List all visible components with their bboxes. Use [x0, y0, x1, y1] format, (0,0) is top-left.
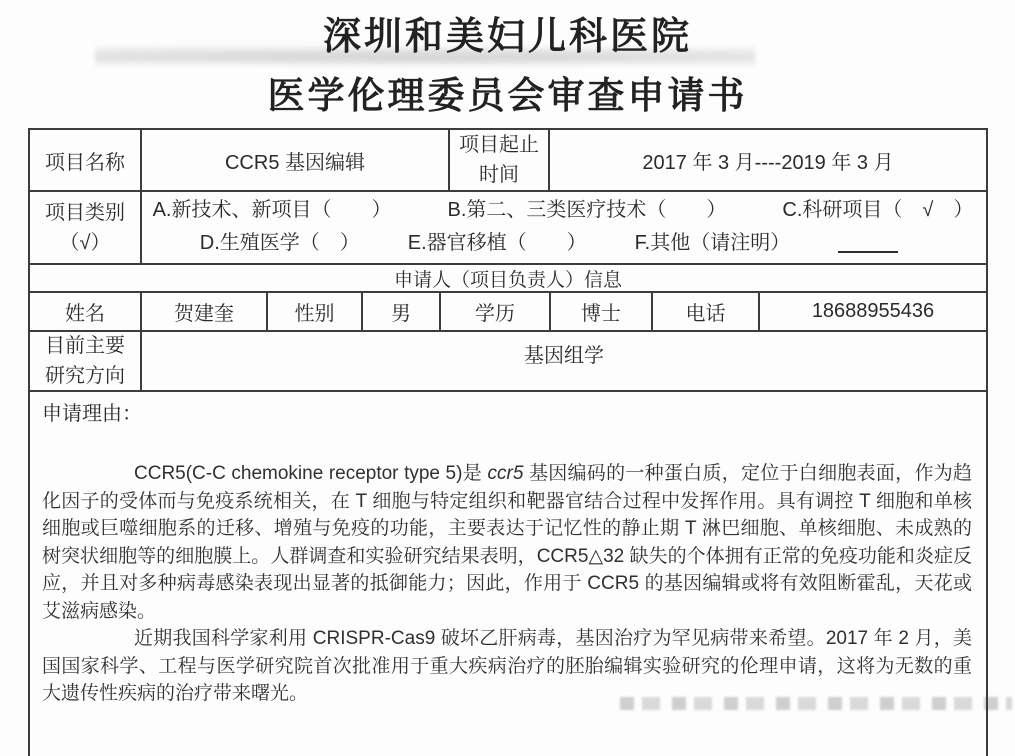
application-form-table	[28, 128, 988, 756]
project-period-value: 2017 年 3 月----2019 年 3 月	[642, 151, 894, 174]
phone-label: 电话	[653, 293, 760, 330]
project-period-label-text: 项目起止 时间	[459, 134, 539, 186]
category-label-text: 项目类别 （√）	[45, 198, 125, 258]
reason-paragraph-1: CCR5(C-C chemokine receptor type 5)是 ccr5 基因编码的一种蛋白质，定位于白细胞表面，作为趋化因子的受体而与免疫系统相关，在 T 细胞与特定组织和靶器官结合过程中发挥作用。具有调控 T 细胞和单核细胞或巨噬细胞系的迁移、增殖与免疫的功能，主要表达于记忆性的静止期 T 淋巴细胞、单核细胞、未成熟的树突状细胞等的细胞膜上。人群调查和实验研究结果表明，CCR5△32 缺失的个体拥有正常的免疫功能和炎症反应，并且对多种病毒感染表现出显著的抵御能力；因此，作用于 CCR5 的基因编辑或将有效阻断霍乱，天花或艾滋病感染。	[42, 463, 972, 622]
phone-value: 18688955436	[811, 300, 935, 322]
applicant-fields-row	[30, 293, 986, 332]
category-options-line1	[153, 194, 974, 227]
option-f: F.其他（请注明）	[634, 231, 791, 254]
gender-value: 男	[363, 293, 441, 330]
reason-row	[30, 392, 986, 756]
reason-text	[42, 460, 972, 708]
research-direction-label	[30, 332, 142, 390]
fill-in-underline	[838, 251, 898, 253]
form-title: 医学伦理委员会审查申请书	[267, 75, 748, 116]
applicant-section-header: 申请人（项目负责人）信息	[393, 269, 622, 291]
category-options-line2	[200, 227, 926, 260]
education-value: 博士	[551, 293, 653, 330]
research-direction-row	[30, 332, 986, 392]
option-e: E.器官移植（ ）	[407, 231, 587, 254]
category-row	[30, 192, 986, 265]
option-d: D.生殖医学（ ）	[199, 231, 360, 254]
option-b: B.第二、三类医疗技术（ ）	[447, 198, 727, 221]
name-value: 贺建奎	[142, 293, 268, 330]
category-label	[30, 192, 142, 263]
reason-label: 申请理由：	[42, 403, 142, 425]
reason-paragraph-2: 近期我国科学家利用 CRISPR-Cas9 破坏乙肝病毒，基因治疗为罕见病带来希望。2017 年 2 月，美国国家科学、工程与医学研究院首次批准用于重大疾病治疗的胚胎编辑实验研究的伦理申请，这将为无数的重大遗传性疾病的治疗带来曙光。	[42, 628, 972, 704]
checkmark-legend: （√）	[59, 231, 111, 254]
document-header	[0, 10, 1015, 122]
gene-name-italic: ccr5	[487, 463, 524, 484]
category-options	[142, 192, 986, 263]
project-name-value: CCR5 基因编辑	[142, 130, 450, 190]
gender-label: 性别	[268, 293, 363, 330]
research-direction-value: 基因组学	[524, 344, 604, 367]
option-a: A.新技术、新项目（ ）	[152, 198, 392, 221]
option-c-checked: C.科研项目（ √ ）	[782, 198, 974, 221]
project-period-label	[450, 130, 550, 190]
name-label: 姓名	[30, 293, 142, 330]
applicant-section-header-row	[30, 265, 986, 293]
education-label: 学历	[441, 293, 551, 330]
research-direction-label-text: 目前主要 研究方向	[45, 335, 125, 387]
project-row	[30, 130, 986, 192]
reason-box	[30, 392, 986, 756]
hospital-title: 深圳和美妇儿科医院	[322, 16, 692, 58]
project-name-label: 项目名称	[30, 130, 142, 190]
